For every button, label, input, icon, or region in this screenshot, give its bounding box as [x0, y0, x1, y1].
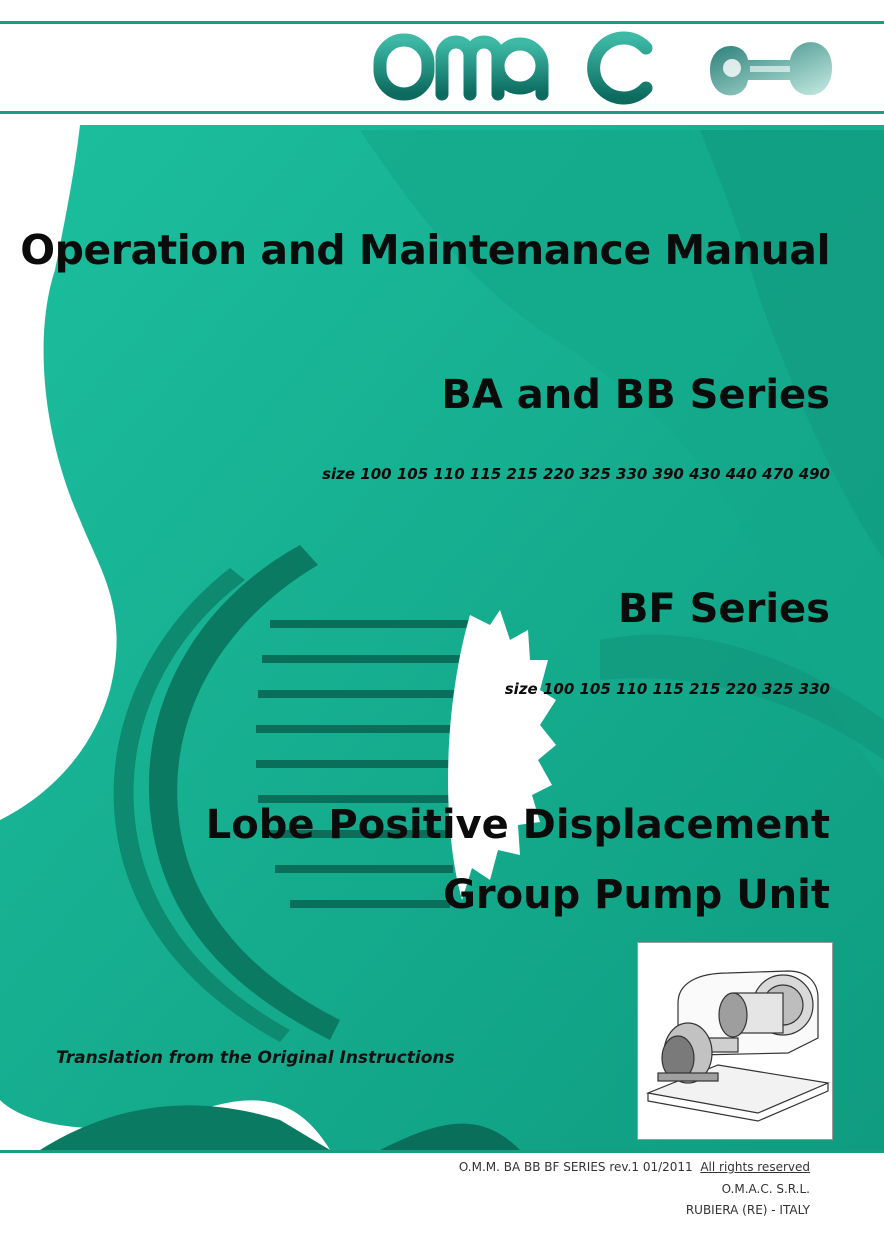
series-bf-title: BF Series: [617, 586, 830, 632]
rights-reserved: All rights reserved: [700, 1160, 810, 1174]
series-ba-bb-title: BA and BB Series: [441, 372, 830, 418]
header-rule-top: [0, 21, 884, 24]
series-bf-sizes: size 100 105 110 115 215 220 325 330: [504, 680, 830, 698]
omac-lobe-icon: [700, 30, 840, 108]
document-reference: O.M.M. BA BB BF SERIES rev.1 01/2011: [458, 1160, 693, 1174]
footer-company: O.M.A.C. S.R.L.: [721, 1182, 810, 1196]
product-title-line2: Group Pump Unit: [443, 872, 830, 918]
footer-doc-ref: [459, 1160, 810, 1174]
manual-title: Operation and Maintenance Manual: [20, 226, 830, 274]
translation-note: Translation from the Original Instructions: [56, 1048, 455, 1068]
pump-unit-drawing: [638, 943, 832, 1139]
footer-rule: [0, 1150, 884, 1153]
header-rule-bottom: [0, 111, 884, 114]
pump-unit-photo: [637, 942, 833, 1140]
footer-location: RUBIERA (RE) - ITALY: [685, 1203, 810, 1217]
product-title-line1: Lobe Positive Displacement: [205, 802, 830, 848]
series-ba-bb-sizes: size 100 105 110 115 215 220 325 330 390 430 440 470 490: [322, 465, 830, 483]
omac-logo: [370, 28, 660, 108]
